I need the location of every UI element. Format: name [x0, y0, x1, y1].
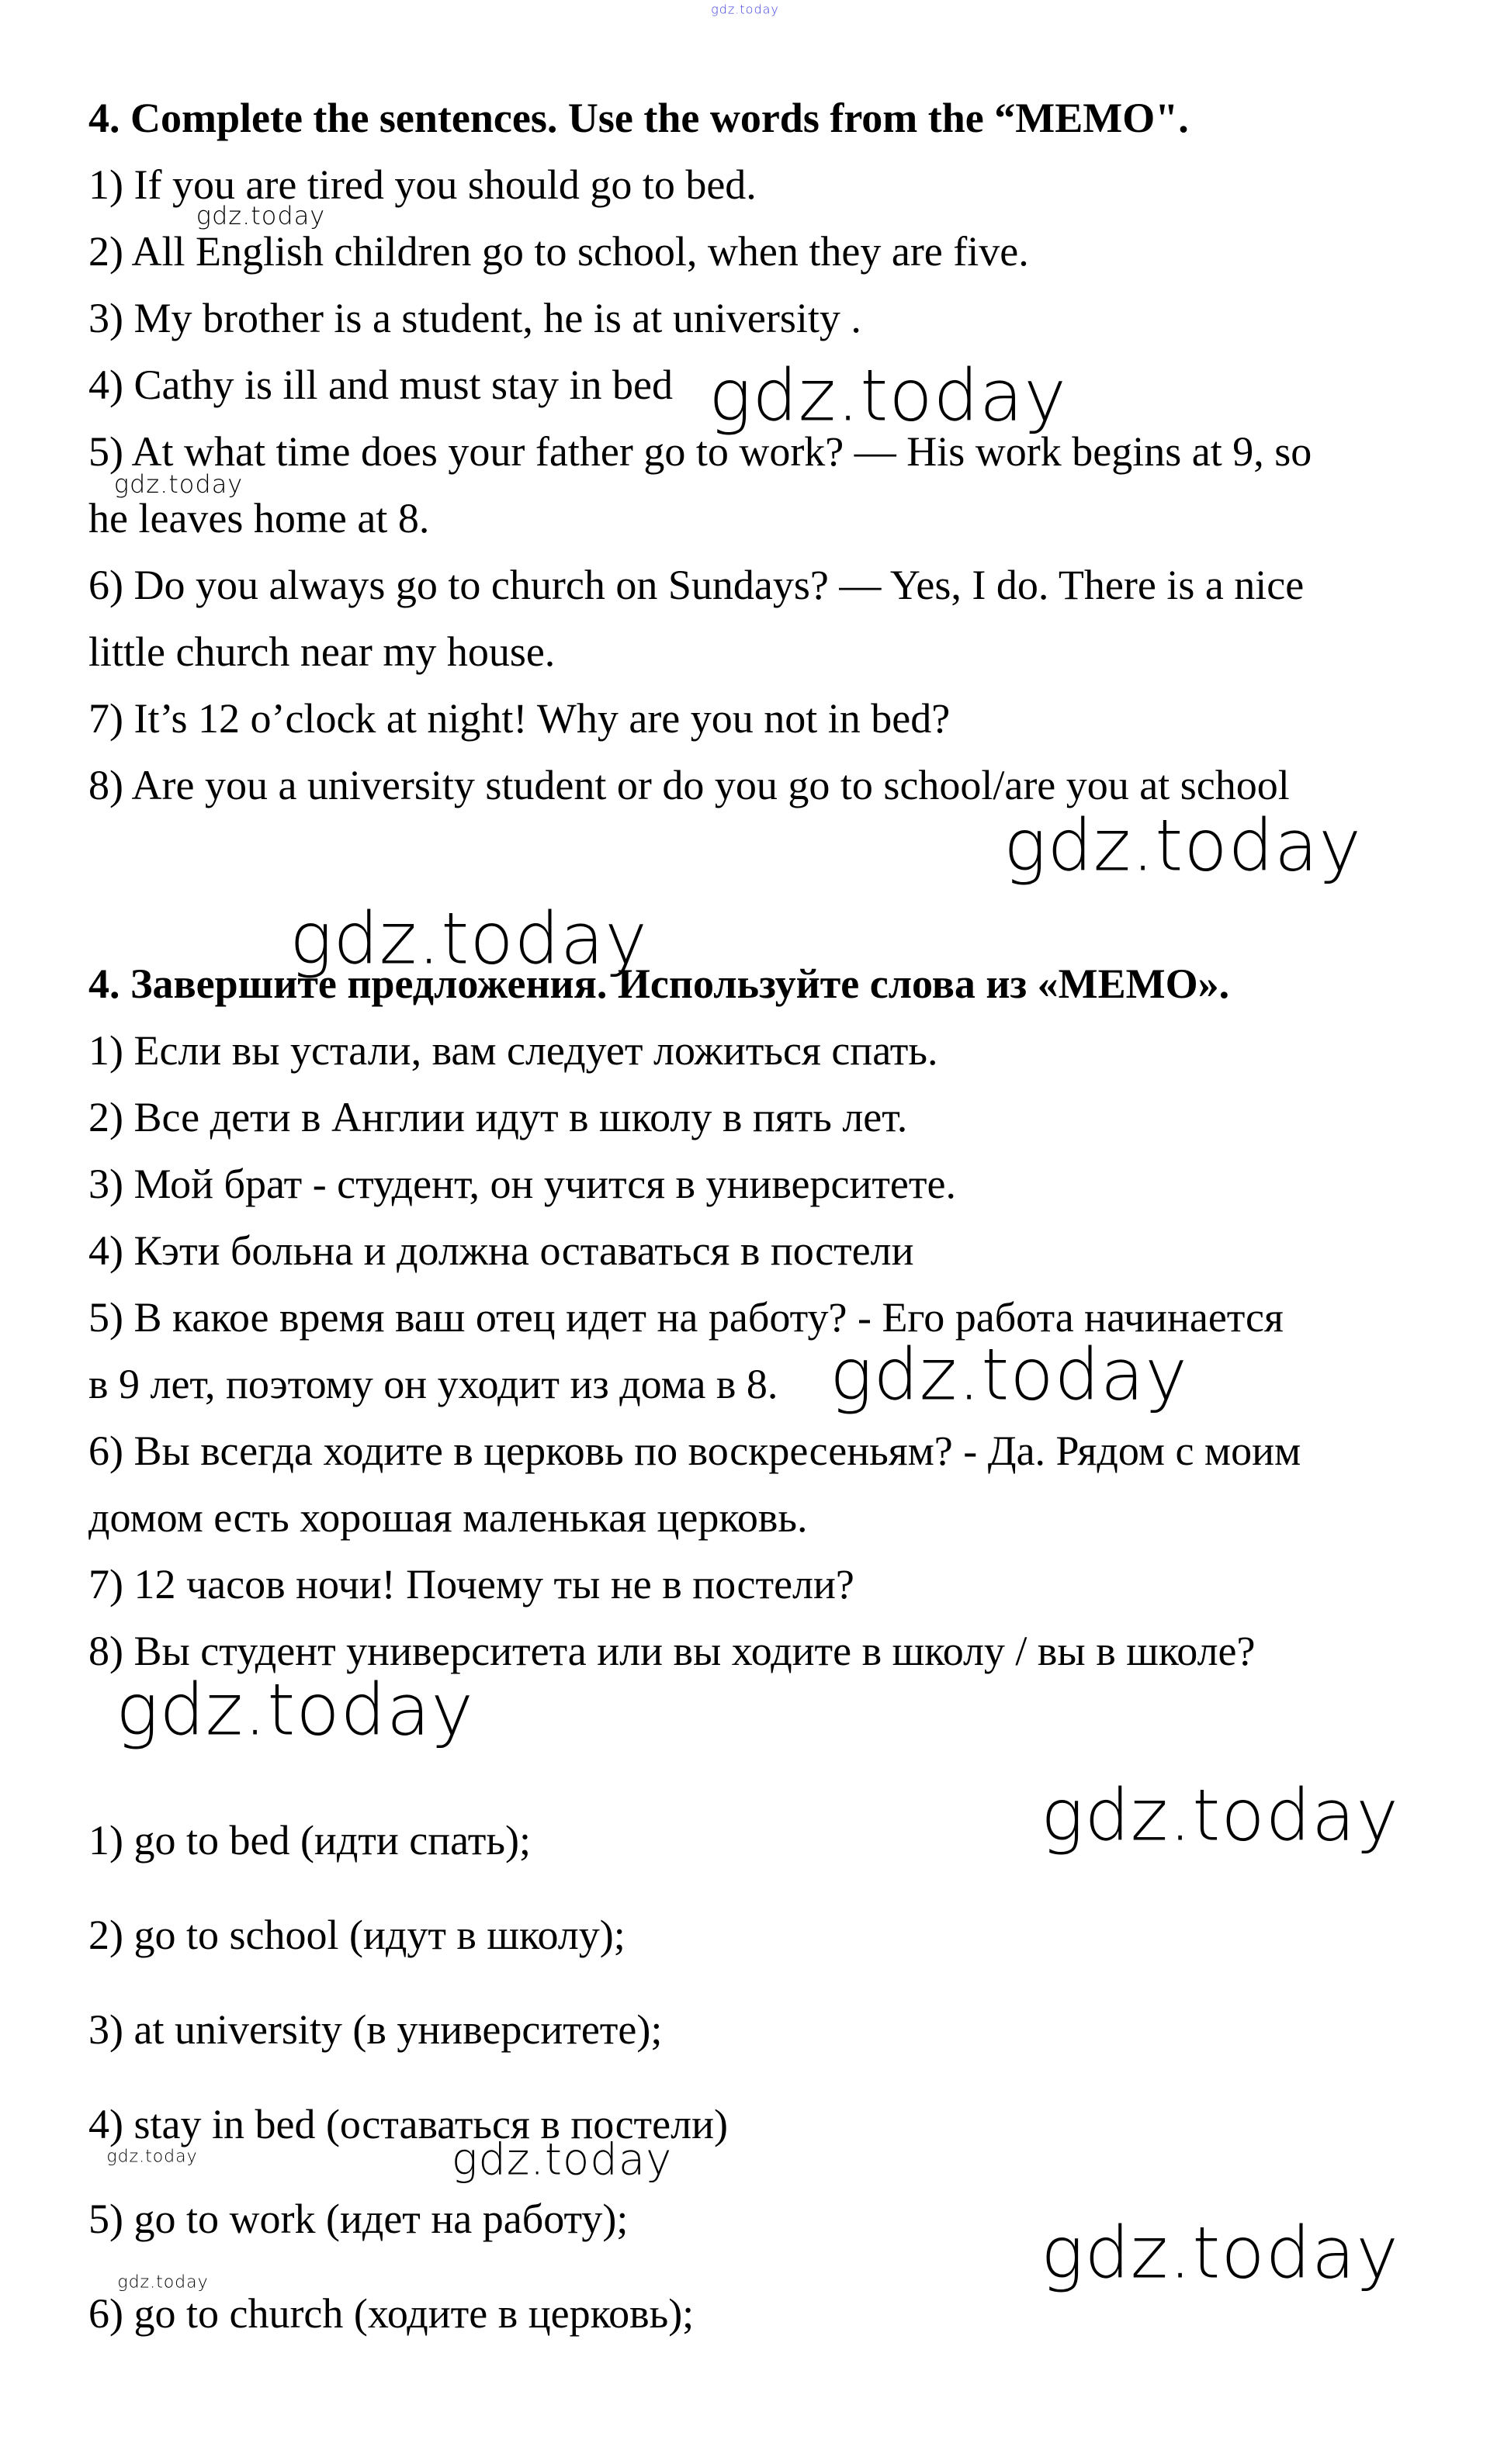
watermark: gdz.today — [117, 2272, 209, 2293]
watermark: gdz.today — [1041, 2211, 1399, 2295]
russian-exercise-title: 4. Завершите предложения. Используйте слова из «МЕМО». — [88, 960, 1230, 1007]
russian-sentence: в 9 лет, поэтому он уходит из дома в 8. — [88, 1361, 778, 1407]
english-sentence: 6) Do you always go to church on Sundays? — Yes, I do. There is a nice — [88, 562, 1305, 608]
english-sentence: he leaves home at 8. — [88, 495, 430, 542]
english-sentence: 1) If you are tired you should go to bed. — [88, 161, 757, 208]
english-sentence: 4) Cathy is ill and must stay in bed — [88, 362, 673, 408]
russian-sentence: 6) Вы всегда ходите в церковь по воскресеньям? - Да. Рядом с моим — [88, 1428, 1301, 1474]
vocabulary-item: 3) at university (в университете); — [88, 2006, 663, 2053]
russian-sentence: 2) Все дети в Англии идут в школу в пять лет. — [88, 1094, 908, 1140]
english-exercise-title: 4. Complete the sentences. Use the words from the “MEMO". — [88, 95, 1189, 141]
vocabulary-item: 6) go to church (ходите в церковь); — [88, 2290, 695, 2337]
vocabulary-item: 5) go to work (идет на работу); — [88, 2196, 629, 2242]
russian-sentence: 8) Вы студент университета или вы ходите в школу / вы в школе? — [88, 1628, 1256, 1674]
english-sentence: 7) It’s 12 o’clock at night! Why are you not in bed? — [88, 695, 951, 742]
watermark: gdz.today — [196, 201, 326, 230]
english-sentence: little church near my house. — [88, 628, 556, 675]
english-sentence: 3) My brother is a student, he is at university . — [88, 295, 861, 341]
watermark: gdz.today — [116, 1668, 474, 1752]
russian-sentence: 7) 12 часов ночи! Почему ты не в постели? — [88, 1561, 854, 1607]
watermark: gdz.today — [1003, 804, 1362, 888]
russian-sentence: 1) Если вы устали, вам следует ложиться спать. — [88, 1027, 938, 1074]
russian-sentence: домом есть хорошая маленькая церковь. — [88, 1494, 808, 1541]
vocabulary-item: 4) stay in bed (оставаться в постели) — [88, 2101, 728, 2147]
vocabulary-item: 1) go to bed (идти спать); — [88, 1817, 531, 1864]
english-sentence: 5) At what time does your father go to work? — His work begins at 9, so — [88, 428, 1312, 475]
watermark: gdz.today — [451, 2134, 673, 2185]
vocabulary-item: 2) go to school (идут в школу); — [88, 1912, 626, 1958]
watermark: gdz.today — [289, 897, 648, 981]
russian-sentence: 3) Мой брат - студент, он учится в университете. — [88, 1161, 956, 1207]
watermark: gdz.today — [711, 2, 779, 17]
english-sentence: 2) All English children go to school, when they are five. — [88, 228, 1029, 275]
english-sentence: 8) Are you a university student or do you go to school/are you at school — [88, 762, 1290, 808]
watermark: gdz.today — [106, 2147, 198, 2167]
watermark: gdz.today — [830, 1333, 1188, 1417]
watermark: gdz.today — [113, 469, 244, 499]
watermark: gdz.today — [709, 354, 1067, 438]
russian-sentence: 4) Кэти больна и должна оставаться в постели — [88, 1227, 914, 1274]
watermark: gdz.today — [1041, 1774, 1399, 1857]
russian-sentence: 5) В какое время ваш отец идет на работу? - Его работа начинается — [88, 1294, 1284, 1341]
